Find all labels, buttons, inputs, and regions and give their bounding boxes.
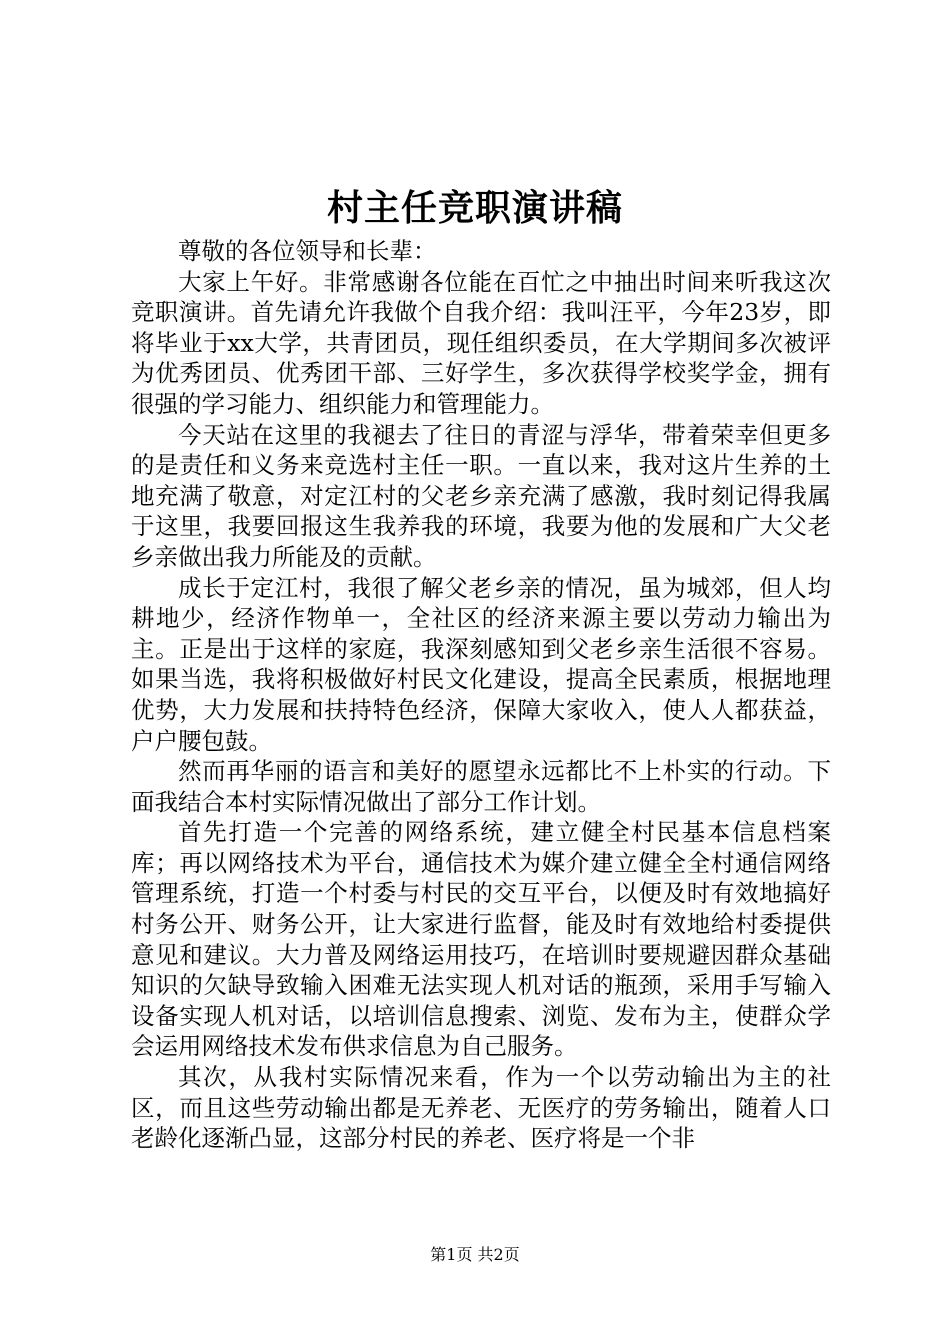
document-title: 村主任竞职演讲稿 [326,187,623,229]
document-body [131,236,831,1154]
body-paragraph: 大家上午好。非常感谢各位能在百忙之中抽出时间来听我这次竞职演讲。首先请允许我做个自我介绍：我叫汪平，今年23岁，即将毕业于xx大学，共青团员，现任组织委员，在大学期间多次被评为优秀团员、优秀团干部、三好学生，多次获得学校奖学金，拥有很强的学习能力、组织能力和管理能力。 [131,267,831,418]
page-number-footer: 第1页 共2页 [430,1245,520,1264]
salutation-paragraph: 尊敬的各位领导和长辈： [178,237,437,265]
body-paragraph: 今天站在这里的我褪去了往日的青涩与浮华，带着荣幸但更多的是责任和义务来竞选村主任一职。一直以来，我对这片生养的土地充满了敬意，对定江村的父老乡亲充满了感激，我时刻记得我属于这里，我要回报这生我养我的环境，我要为他的发展和广大父老乡亲做出我力所能及的贡献。 [131,420,831,571]
body-paragraph: 成长于定江村，我很了解父老乡亲的情况，虽为城郊，但人均耕地少，经济作物单一，全社区的经济来源主要以劳动力输出为主。正是出于这样的家庭，我深刻感知到父老乡亲生活很不容易。如果当选，我将积极做好村民文化建设，提高全民素质，根据地理优势，大力发展和扶持特色经济，保障大家收入，使人人都获益，户户腰包鼓。 [131,573,831,755]
body-paragraph: 首先打造一个完善的网络系统，建立健全村民基本信息档案库；再以网络技术为平台，通信技术为媒介建立健全全村通信网络管理系统，打造一个村委与村民的交互平台，以便及时有效地搞好村务公开、财务公开，让大家进行监督，能及时有效地给村委提供意见和建议。大力普及网络运用技巧，在培训时要规避因群众基础知识的欠缺导致输入困难无法实现人机对话的瓶颈，采用手写输入设备实现人机对话，以培训信息搜索、浏览、发布为主，使群众学会运用网络技术发布供求信息为自己服务。 [131,818,831,1061]
body-paragraph: 其次，从我村实际情况来看，作为一个以劳动输出为主的社区，而且这些劳动输出都是无养老、无医疗的劳务输出，随着人口老龄化逐渐凸显，这部分村民的养老、医疗将是一个非 [131,1063,831,1153]
body-paragraph: 然而再华丽的语言和美好的愿望永远都比不上朴实的行动。下面我结合本村实际情况做出了部分工作计划。 [131,757,831,816]
